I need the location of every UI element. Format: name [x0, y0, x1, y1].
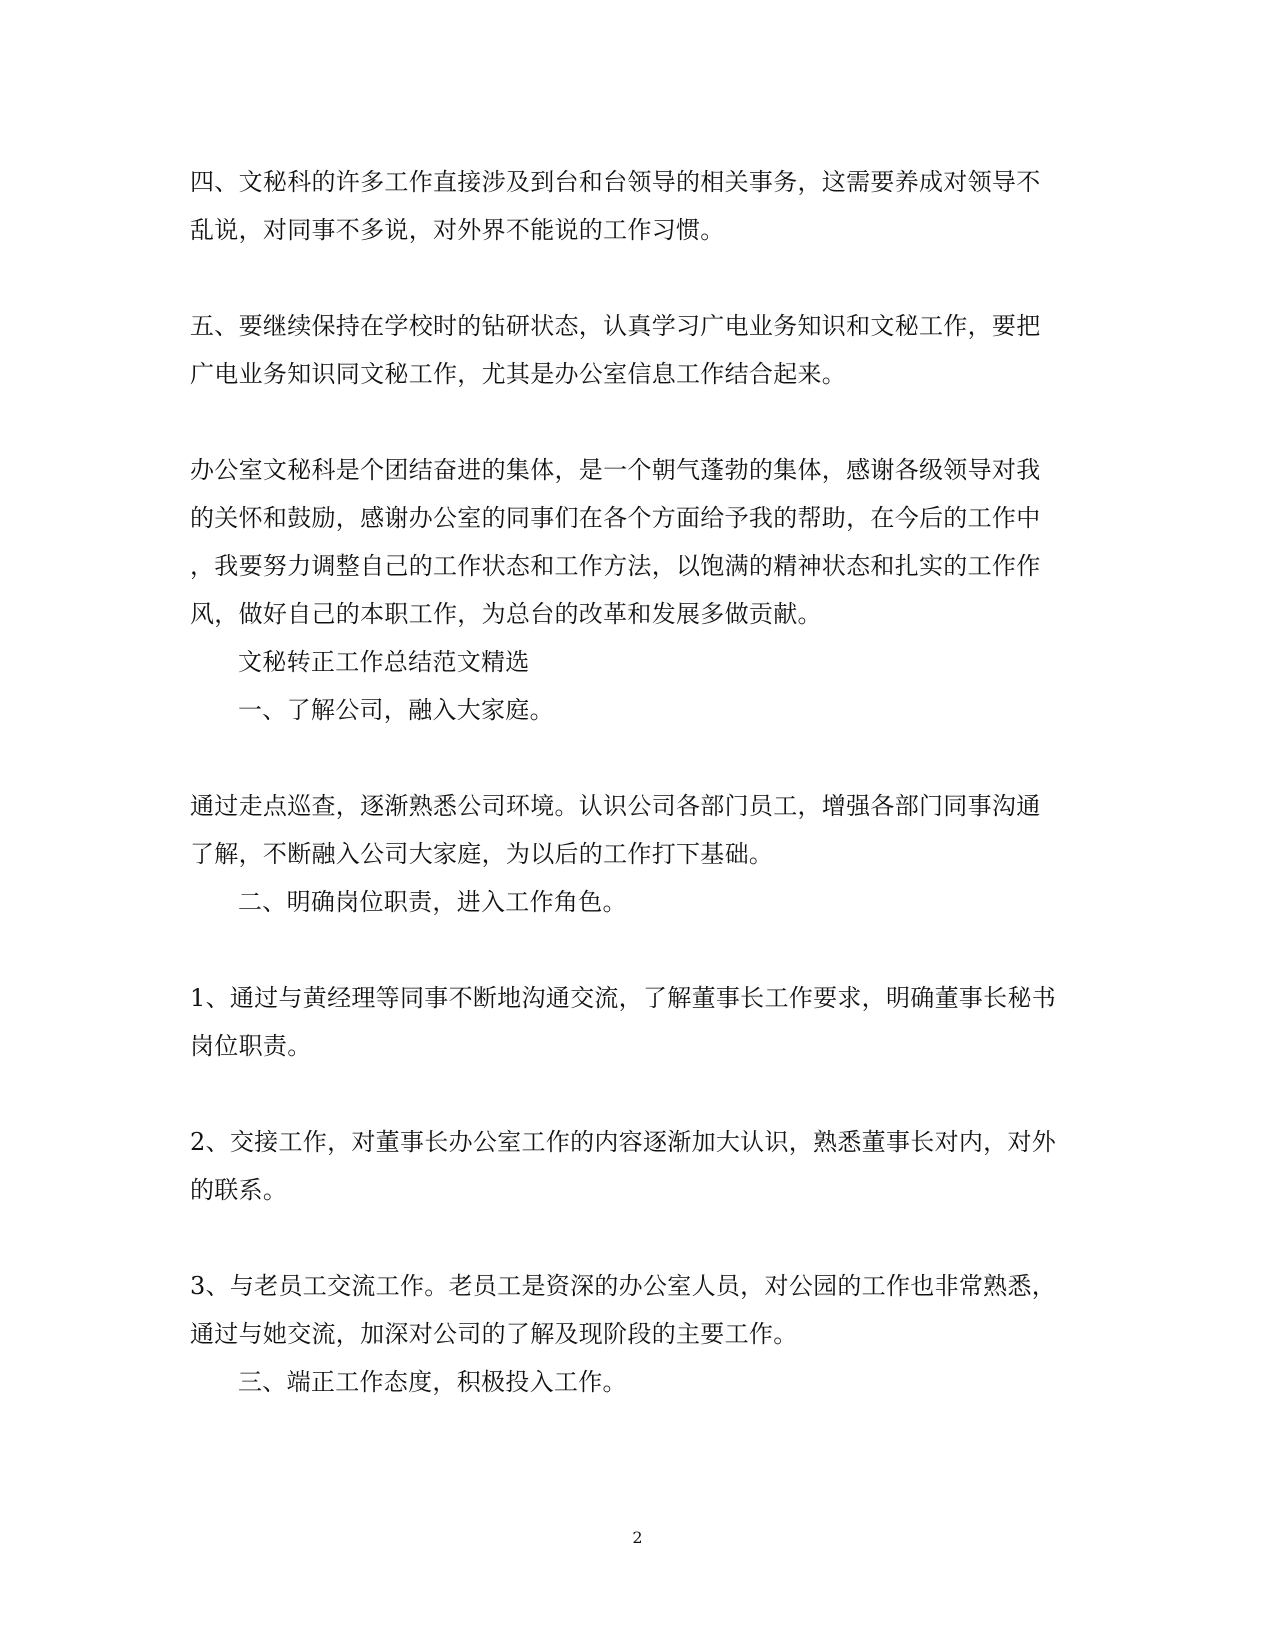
text-line: 文秘转正工作总结范文精选 [238, 648, 530, 676]
paragraph-four [190, 158, 1080, 254]
text-line: 二、明确岗位职责，进入工作角色。 [238, 888, 627, 916]
text-line: 乱说，对同事不多说，对外界不能说的工作习惯。 [190, 216, 725, 244]
text-line: 五、要继续保持在学校时的钻研状态，认真学习广电业务知识和文秘工作，要把 [190, 312, 1041, 340]
text-line: 岗位职责。 [190, 1032, 312, 1060]
text-line: 广电业务知识同文秘工作，尤其是办公室信息工作结合起来。 [190, 360, 847, 388]
list-item-2 [190, 1118, 1080, 1214]
text-line: 风，做好自己的本职工作，为总台的改革和发展多做贡献。 [190, 600, 822, 628]
text-line: 办公室文秘科是个团结奋进的集体，是一个朝气蓬勃的集体，感谢各级领导对我 [190, 456, 1041, 484]
section-title [190, 638, 1080, 686]
paragraph-company [190, 782, 1080, 878]
text-line: 1、通过与黄经理等同事不断地沟通交流，了解董事长工作要求，明确董事长秘书 [190, 984, 1057, 1012]
heading-two [190, 878, 1080, 926]
text-line: 3、与老员工交流工作。老员工是资深的办公室人员，对公园的工作也非常熟悉， [190, 1272, 1057, 1300]
list-item-3 [190, 1262, 1080, 1358]
text-line: 通过与她交流，加深对公司的了解及现阶段的主要工作。 [190, 1320, 798, 1348]
text-line: 的联系。 [190, 1176, 288, 1204]
text-line: 了解，不断融入公司大家庭，为以后的工作打下基础。 [190, 840, 774, 868]
text-line: 2、交接工作，对董事长办公室工作的内容逐渐加大认识，熟悉董事长对内，对外 [190, 1128, 1057, 1156]
text-line: 三、端正工作态度，积极投入工作。 [238, 1368, 627, 1396]
heading-three [190, 1358, 1080, 1406]
page-body [190, 158, 1080, 1406]
paragraph-five [190, 302, 1080, 398]
page-number: 2 [632, 1528, 643, 1547]
text-line: 一、了解公司，融入大家庭。 [238, 696, 554, 724]
text-line: ，我要努力调整自己的工作状态和工作方法，以饱满的精神状态和扎实的工作作 [190, 552, 1041, 580]
heading-one [190, 686, 1080, 734]
list-item-1 [190, 974, 1080, 1070]
paragraph-closing [190, 446, 1080, 638]
text-line: 的关怀和鼓励，感谢办公室的同事们在各个方面给予我的帮助，在今后的工作中 [190, 504, 1041, 532]
text-line: 四、文秘科的许多工作直接涉及到台和台领导的相关事务，这需要养成对领导不 [190, 168, 1041, 196]
text-line: 通过走点巡查，逐渐熟悉公司环境。认识公司各部门员工，增强各部门同事沟通 [190, 792, 1041, 820]
